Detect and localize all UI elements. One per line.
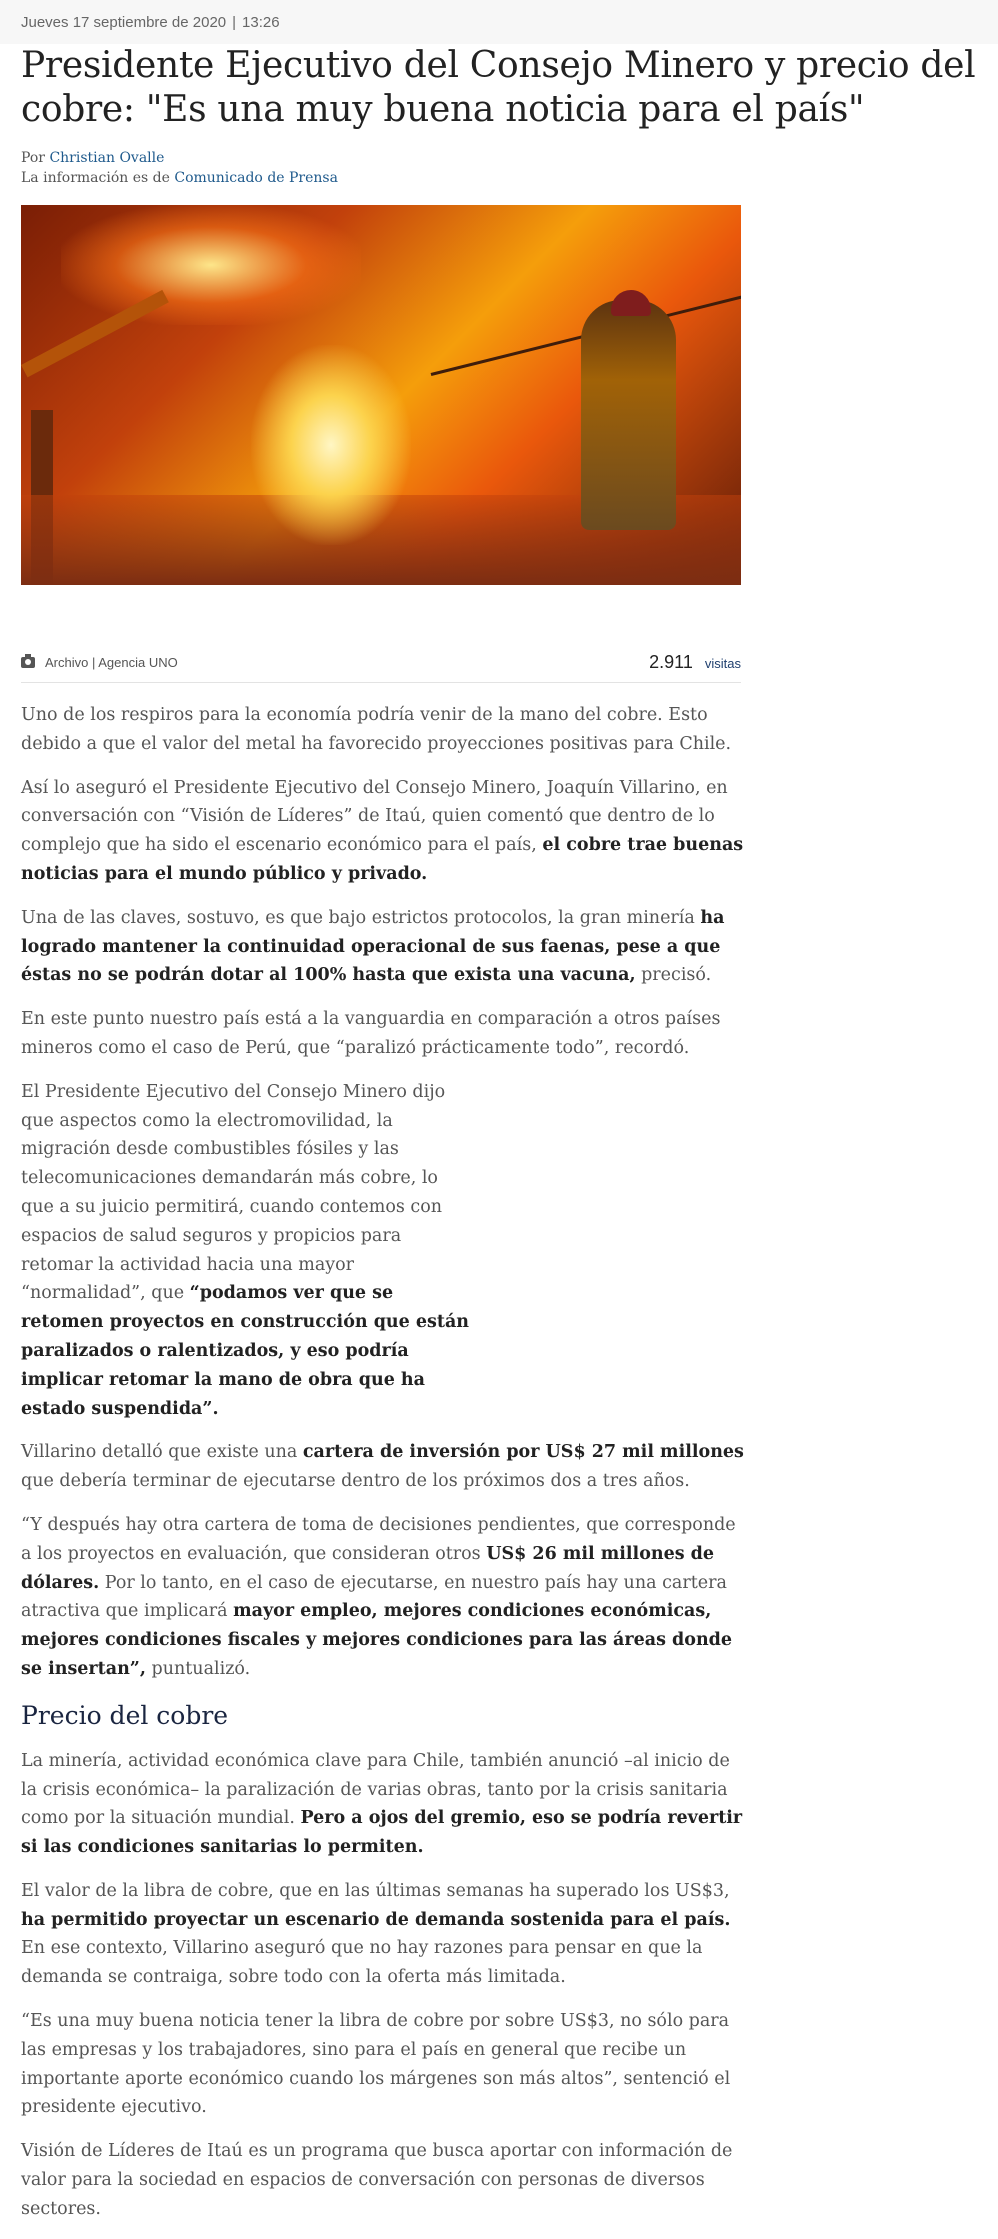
p9-bold: ha permitido proyectar un escenario de demanda sostenida para el país. bbox=[21, 1909, 731, 1930]
image-helmet bbox=[611, 290, 651, 316]
author-prefix: Por bbox=[21, 150, 45, 166]
p5-text: El Presidente Ejecutivo del Consejo Minero dijo que aspectos como la electromovilidad, la migración desde combustibles fósiles y las telecomunicaciones demandarán más cobre, lo que a su juicio permitirá, cuando contemos con espacios de salud seguros y propicios para retomar la actividad hacia una mayor “normalidad”, que bbox=[21, 1081, 446, 1304]
byline bbox=[21, 148, 338, 188]
p6-text: Villarino detalló que existe una bbox=[21, 1442, 303, 1463]
p7-bold-1: US$ 26 mil millones de dólares. bbox=[21, 1543, 715, 1593]
image-credit-text: Archivo | Agencia UNO bbox=[45, 654, 178, 670]
paragraph-5 bbox=[21, 1078, 476, 1424]
view-count: 2.911 bbox=[649, 651, 693, 672]
camera-icon bbox=[21, 657, 35, 668]
paragraph-7 bbox=[21, 1511, 749, 1684]
date-bar bbox=[0, 0, 998, 44]
paragraph-1: Uno de los respiros para la economía podría venir de la mano del cobre. Esto debido a que el valor del metal ha favorecido proyecciones positivas para Chile. bbox=[21, 705, 732, 754]
paragraph-10: “Es una muy buena noticia tener la libra de cobre por sobre US$3, no sólo para las empresas y los trabajadores, sino para el país en general que recibe un importante aporte económico cuando los márgenes son más altos”, sentenció el presidente ejecutivo. bbox=[21, 2011, 731, 2118]
p9-tail: En ese contexto, Villarino aseguró que no hay razones para pensar en que la demanda se contraiga, sobre todo con la oferta más limitada. bbox=[21, 1938, 703, 1988]
view-counter bbox=[649, 652, 741, 673]
paragraph-9 bbox=[21, 1877, 749, 1992]
p6-bold: cartera de inversión por US$ 27 mil millones bbox=[302, 1442, 744, 1463]
image-fire-glow-top bbox=[61, 205, 361, 325]
p3-text: Una de las claves, sostuvo, es que bajo estrictos protocolos, la gran minería bbox=[21, 907, 701, 928]
p7-text: “Y después hay otra cartera de toma de decisiones pendientes, que corresponde a los proyectos en evaluación, que consideran otros bbox=[21, 1514, 736, 1564]
article-body bbox=[21, 701, 749, 2239]
p5-bold: “podamos ver que se retomen proyectos en construcción que están paralizados o ralentizados, y eso podría implicar retomar la mano de obra que ha estado suspendida”. bbox=[21, 1283, 470, 1419]
article-title: Presidente Ejecutivo del Consejo Minero y precio del cobre: "Es una muy buena noticia para el país" bbox=[21, 45, 976, 130]
p7-bold-2: mayor empleo, mejores condiciones económicas, mejores condiciones fiscales y mejores condiciones para las áreas donde se insertan”, bbox=[21, 1601, 733, 1679]
source-link[interactable]: Comunicado de Prensa bbox=[174, 170, 338, 186]
p8-bold: Pero a ojos del gremio, eso se podría revertir si las condiciones sanitarias lo permiten. bbox=[21, 1808, 743, 1858]
image-credit bbox=[21, 655, 178, 670]
p6-tail: que debería terminar de ejecutarse dentro de los próximos dos a tres años. bbox=[21, 1471, 690, 1492]
publish-date: Jueves 17 septiembre de 2020 bbox=[21, 13, 227, 31]
date-separator: | bbox=[232, 13, 237, 31]
p3-tail: precisó. bbox=[635, 965, 712, 986]
paragraph-2 bbox=[21, 774, 749, 889]
source-prefix: La información es de bbox=[21, 170, 170, 186]
paragraph-11: Visión de Líderes de Itaú es un programa que busca aportar con información de valor para la sociedad en espacios de conversación con personas de diversos sectores. bbox=[21, 2141, 733, 2219]
section-heading: Precio del cobre bbox=[21, 1700, 229, 1730]
image-caption-bar bbox=[21, 642, 741, 683]
image-molten-copper bbox=[251, 345, 411, 545]
author-link[interactable]: Christian Ovalle bbox=[49, 150, 165, 166]
p7-tail: puntualizó. bbox=[145, 1658, 251, 1679]
article bbox=[0, 44, 998, 2219]
p8-text: La minería, actividad económica clave para Chile, también anunció –al inicio de la crisis económica– la paralización de varias obras, tanto por la crisis sanitaria como por la situación mundial. bbox=[21, 1750, 730, 1829]
author-line bbox=[21, 148, 338, 168]
image-worker bbox=[581, 300, 676, 530]
p7-mid: Por lo tanto, en el caso de ejecutarse, en nuestro país hay una cartera atractiva que implicará bbox=[21, 1572, 727, 1622]
article-image bbox=[21, 205, 741, 585]
paragraph-8 bbox=[21, 1747, 749, 1862]
paragraph-6 bbox=[21, 1438, 749, 1496]
paragraph-3 bbox=[21, 904, 749, 990]
p3-bold: ha logrado mantener la continuidad operacional de sus faenas, pese a que éstas no se podrán dotar al 100% hasta que exista una vacuna, bbox=[21, 907, 725, 986]
view-label: visitas bbox=[704, 655, 741, 671]
p2-bold: el cobre trae buenas noticias para el mundo público y privado. bbox=[21, 835, 744, 884]
p2-text: Así lo aseguró el Presidente Ejecutivo del Consejo Minero, Joaquín Villarino, en conversación con “Visión de Líderes” de Itaú, quien comentó que dentro de lo complejo que ha sido el escenario económico para el país, bbox=[21, 777, 728, 856]
source-line bbox=[21, 168, 338, 188]
publish-time: 13:26 bbox=[242, 13, 280, 31]
p9-text: El valor de la libra de cobre, que en las últimas semanas ha superado los US$3, bbox=[21, 1880, 730, 1901]
paragraph-4: En este punto nuestro país está a la vanguardia en comparación a otros países mineros como el caso de Perú, que “paralizó prácticamente todo”, recordó. bbox=[21, 1009, 721, 1058]
